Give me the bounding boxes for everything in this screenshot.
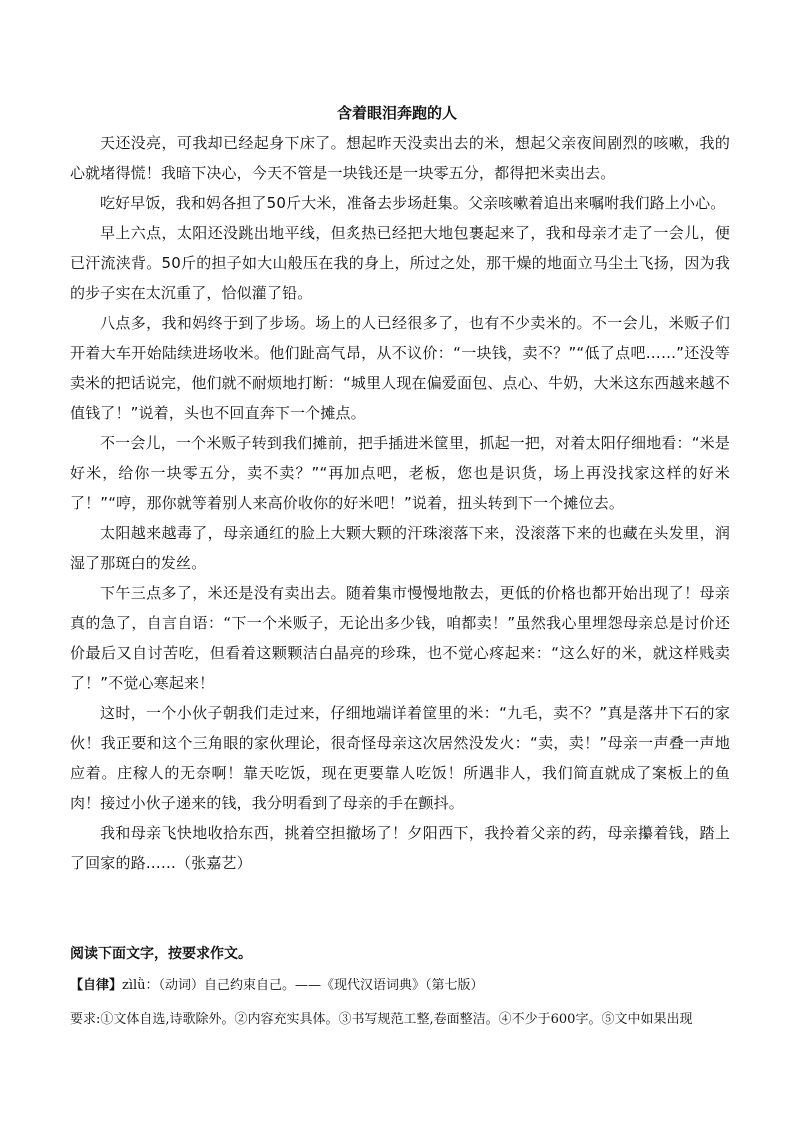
- writing-task-heading: 阅读下面文字，按要求作文。: [70, 946, 252, 962]
- essay-body: [70, 128, 730, 878]
- paragraph-8: 这时，一个小伙子朝我们走过来，仔细地端详着筐里的米：“九毛，卖不？”真是落井下石的家伙！我正要和这个三角眼的家伙理论，很奇怪母亲这次居然没发火：“卖，卖！”母亲一声叠一声地应着。庄稼人的无奈啊！靠天吃饭，现在更要靠人吃饭！所遇非人，我们简直就成了案板上的鱼肉！接过小伙子递来的钱，我分明看到了母亲的手在颤抖。: [70, 704, 730, 812]
- paragraph-3: 早上六点，太阳还没跳出地平线，但炙热已经把大地包裹起来了，我和母亲才走了一会儿，便已汗流浃背。50斤的担子如大山般压在我的身上，所过之处，那干燥的地面立马尘土飞扬，因为我的步子实在太沉重了，恰似灌了铅。: [70, 224, 730, 302]
- paragraph-5: 不一会儿，一个米贩子转到我们摊前，把手插进米筐里，抓起一把，对着太阳仔细地看：“米是好米，给你一块零五分，卖不卖？”“再加点吧，老板，您也是识货，场上再没找家这样的好米了！”“哼，那你就等着别人来高价收你的好米吧！”说着，扭头转到下一个摊位去。: [70, 434, 730, 512]
- definition-term: 【自律】: [70, 978, 123, 993]
- definition-text: zìlǜ：（动词）自己约束自己。——《现代汉语词典》（第七版）: [122, 978, 484, 993]
- paragraph-4: 八点多，我和妈终于到了步场。场上的人已经很多了，也有不少卖米的。不一会儿，米贩子们开着大车开始陆续进场收米。他们趾高气昂，从不议价：“一块钱，卖不？”“低了点吧……”还没等卖米的把话说完，他们就不耐烦地打断：“城里人现在偏爱面包、点心、牛奶，大米这东西越来越不值钱了！”说着，头也不回直奔下一个摊点。: [70, 314, 730, 422]
- paragraph-7: 下午三点多了，米还是没有卖出去。随着集市慢慢地散去，更低的价格也都开始出现了！母亲真的急了，自言自语：“下一个米贩子，无论出多少钱，咱都卖！”虽然我心里埋怨母亲总是讨价还价最后又自讨苦吃，但看着这颗颗洁白晶亮的珍珠，也不觉心疼起来：“这么好的米，就这样贱卖了！”不觉心寒起来！: [70, 584, 730, 692]
- definition-line: [70, 977, 730, 995]
- paragraph-1: 天还没亮，可我却已经起身下床了。想起昨天没卖出去的米，想起父亲夜间剧烈的咳嗽，我的心就堵得慌！我暗下决心，今天不管是一块钱还是一块零五分，都得把米卖出去。: [70, 134, 730, 182]
- paragraph-6: 太阳越来越毒了，母亲通红的脸上大颗大颗的汗珠滚落下来，没滚落下来的也藏在头发里，润湿了那斑白的发丝。: [70, 524, 730, 572]
- essay-title: 含着眼泪奔跑的人: [336, 104, 457, 122]
- requirements-line: 要求:①文体自选,诗歌除外。②内容充实具体。③书写规范工整,卷面整洁。④不少于600字。⑤文中如果出现: [70, 1012, 693, 1027]
- paragraph-9: 我和母亲飞快地收拾东西，挑着空担撤场了！夕阳西下，我拎着父亲的药，母亲攥着钱，踏上了回家的路……（张嘉艺）: [70, 824, 730, 872]
- paragraph-2: 吃好早饭，我和妈各担了50斤大米，准备去步场赶集。父亲咳嗽着追出来嘱咐我们路上小心。: [100, 194, 726, 212]
